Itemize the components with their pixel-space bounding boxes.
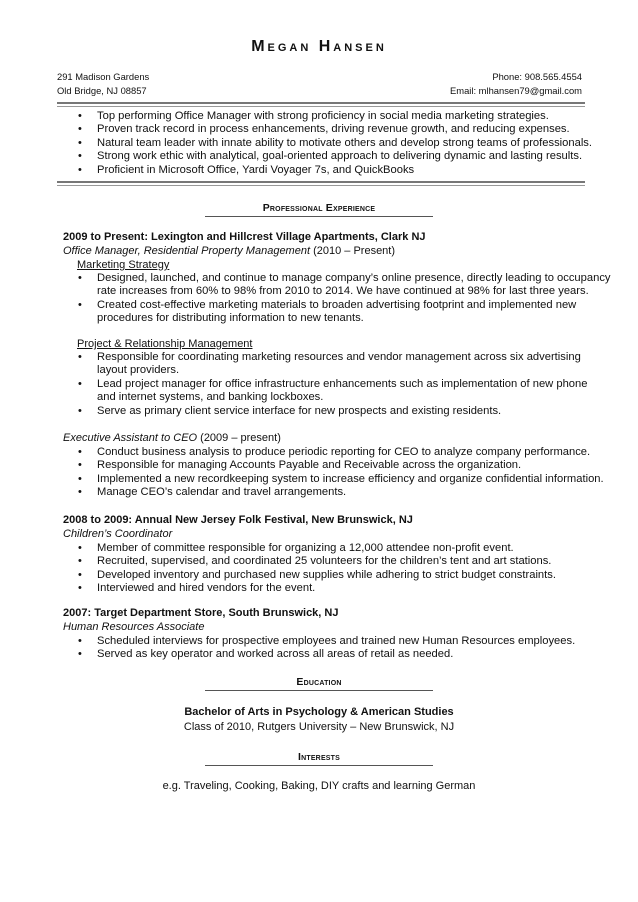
bullet-line: Lead project manager for office infrastructure enhancements such as implementation of new phone xyxy=(97,377,588,390)
bullet-item xyxy=(64,299,611,326)
bullet-item: • Developed inventory and purchased new supplies while adhering to strict budget constraints. xyxy=(64,569,556,582)
header-divider-thin xyxy=(57,106,585,107)
subsection-project: Project & Relationship Management xyxy=(77,338,253,350)
address-line-2: Old Bridge, NJ 08857 xyxy=(57,85,147,96)
bullet-item: • Member of committee responsible for organizing a 12,000 attendee non-profit event. xyxy=(64,542,556,555)
bullet-line: rate increases from 60% to 98% from 2010 to 2014. We have continued at 98% for last three years. xyxy=(97,285,589,298)
bullet-item: • Recruited, supervised, and coordinated 25 volunteers for the children’s tent and art stations. xyxy=(64,555,556,568)
bullet-item: • Scheduled interviews for prospective employees and trained new Human Resources employees. xyxy=(64,635,575,648)
contact-row-2 xyxy=(57,85,582,96)
bullet-item: • Manage CEO’s calendar and travel arrangements. xyxy=(64,486,604,499)
summary-divider-thin xyxy=(57,185,585,186)
job-3-title: 2007: Target Department Store, South Brunswick, NJ xyxy=(63,607,339,619)
bullet-line: Responsible for coordinating marketing resources and vendor management across six advertising xyxy=(97,351,581,363)
project-list xyxy=(64,351,587,418)
bullet-item xyxy=(64,378,587,405)
bullet-line: and internet systems, and banking lockboxes. xyxy=(97,391,324,404)
job-1-role-1 xyxy=(63,245,395,257)
bullet-line: layout providers. xyxy=(97,364,180,377)
bullet-line: Created cost-effective marketing materials to broaden advertising footprint and implemented new xyxy=(97,298,577,311)
summary-item: • Proven track record in process enhancements, driving revenue growth, and reducing expenses. xyxy=(64,123,592,136)
role-dates: (2009 – present) xyxy=(197,432,281,444)
email: Email: mlhansen79@gmail.com xyxy=(450,85,582,96)
bullet-item: • Conduct business analysis to produce periodic reporting for CEO to analyze company performance. xyxy=(64,446,604,459)
bullet-line: Designed, launched, and continue to manage company’s online presence, directly leading to occupancy xyxy=(97,272,611,284)
education-heading: Education xyxy=(205,676,433,691)
bullet-item: • Serve as primary client service interface for new prospects and existing residents. xyxy=(64,405,587,418)
phone: Phone: 908.565.4554 xyxy=(492,71,582,82)
bullet-line: procedures for distributing information to new tenants. xyxy=(97,312,364,325)
job-1-role-2 xyxy=(63,432,281,444)
job-3-role: Human Resources Associate xyxy=(63,621,205,633)
summary-item: • Strong work ethic with analytical, goal-oriented approach to delivering dynamic and lasting results. xyxy=(64,150,592,163)
role-title: Executive Assistant to CEO xyxy=(63,432,198,444)
education-degree: Bachelor of Arts in Psychology & American Studies xyxy=(184,706,454,718)
summary-list xyxy=(64,110,592,177)
marketing-list xyxy=(64,272,611,326)
address-line-1: 291 Madison Gardens xyxy=(57,71,150,82)
target-list xyxy=(64,635,575,662)
summary-item: • Top performing Office Manager with strong proficiency in social media marketing strategies. xyxy=(64,110,592,123)
summary-item: • Natural team leader with innate ability to motivate others and develop strong teams of professionals. xyxy=(64,137,592,150)
contact-row-1 xyxy=(57,71,582,82)
role-dates: (2010 – Present) xyxy=(310,245,396,257)
bullet-item xyxy=(64,351,587,378)
bullet-item: • Implemented a new recordkeeping system to increase efficiency and organize confidential information. xyxy=(64,473,604,486)
summary-item: • Proficient in Microsoft Office, Yardi Voyager 7s, and QuickBooks xyxy=(64,164,592,177)
summary-divider xyxy=(57,181,585,183)
job-2-title: 2008 to 2009: Annual New Jersey Folk Festival, New Brunswick, NJ xyxy=(63,514,413,526)
interests-text: e.g. Traveling, Cooking, Baking, DIY crafts and learning German xyxy=(162,780,476,792)
ceo-assistant-list xyxy=(64,446,604,500)
education-detail: Class of 2010, Rutgers University – New Brunswick, NJ xyxy=(183,721,455,733)
interests-heading: Interests xyxy=(205,751,433,766)
bullet-item xyxy=(64,272,611,299)
bullet-item: • Responsible for managing Accounts Payable and Receivable across the organization. xyxy=(64,459,604,472)
bullet-item: • Served as key operator and worked across all areas of retail as needed. xyxy=(64,648,575,661)
job-1-title: 2009 to Present: Lexington and Hillcrest Village Apartments, Clark NJ xyxy=(63,231,426,243)
candidate-name: Megan Hansen xyxy=(251,38,387,55)
role-title: Office Manager, Residential Property Management xyxy=(63,245,311,257)
subsection-marketing: Marketing Strategy xyxy=(77,259,170,271)
bullet-item: • Interviewed and hired vendors for the event. xyxy=(64,582,556,595)
experience-heading: Professional Experience xyxy=(205,202,433,217)
header-divider xyxy=(57,102,585,104)
folk-festival-list xyxy=(64,542,556,596)
job-2-role: Children’s Coordinator xyxy=(63,528,173,540)
